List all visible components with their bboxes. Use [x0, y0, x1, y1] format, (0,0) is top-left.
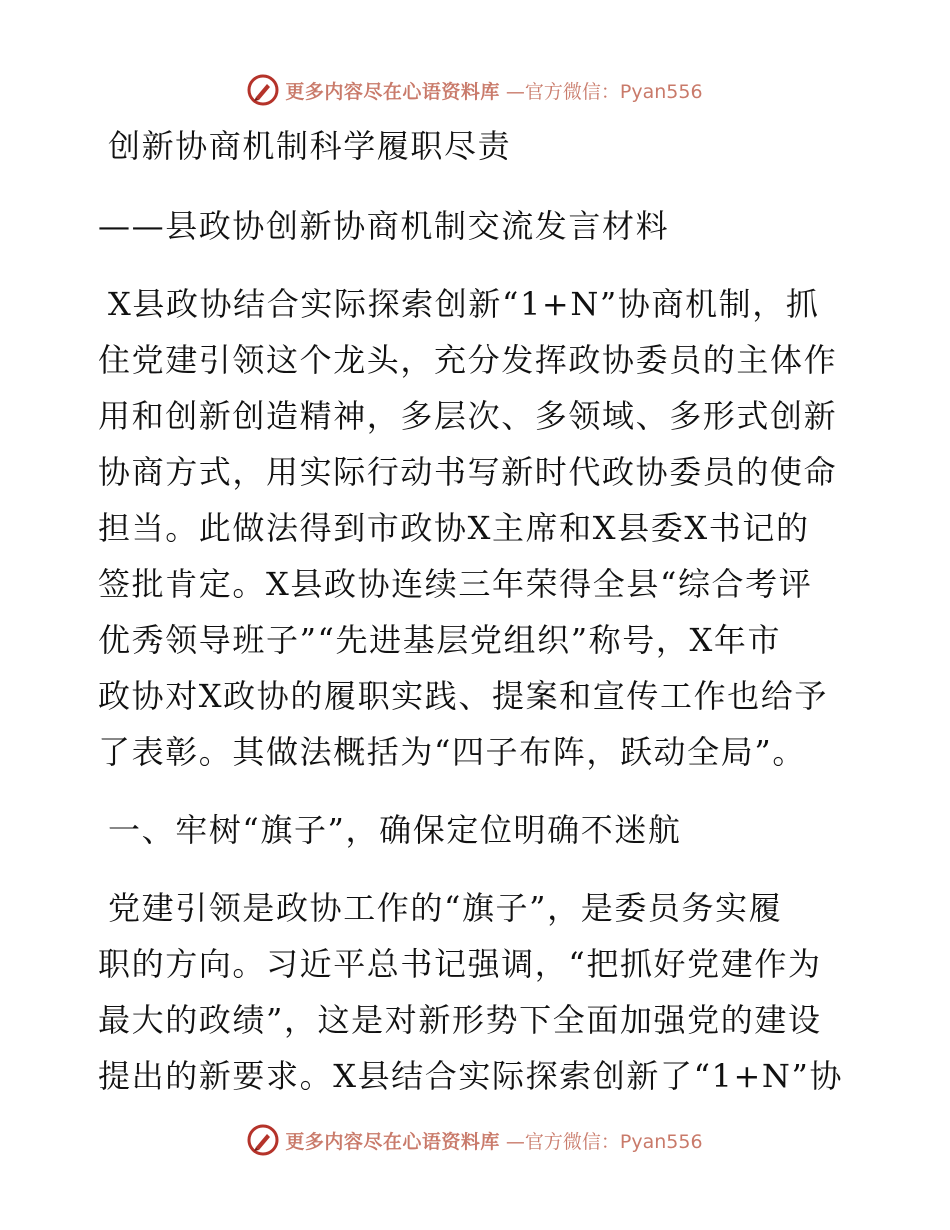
paragraph-line: 政协对X政协的履职实践、提案和宣传工作也给予 — [98, 677, 828, 715]
document-subtitle: ——县政协创新协商机制交流发言材料 — [98, 207, 670, 245]
watermark-text: 更多内容尽在心语资料库 — [285, 1130, 500, 1153]
paragraph-2 — [98, 880, 858, 1104]
paragraph-line: 党建引领是政协工作的“旗子”，是委员务实履 — [108, 889, 783, 927]
pen-logo-icon — [247, 74, 279, 106]
paragraph-line: 职的方向。习近平总书记强调，“把抓好党建作为 — [98, 945, 822, 983]
watermark-contact: —官方微信：Pyan556 — [505, 1130, 703, 1153]
document-body — [98, 118, 858, 1104]
document-title: 创新协商机制科学履职尽责 — [108, 127, 512, 165]
paragraph-line: 优秀领导班子”“先进基层党组织”称号，X年市 — [98, 621, 782, 659]
watermark-header — [0, 72, 950, 108]
paragraph-line: 担当。此做法得到市政协X主席和X县委X书记的 — [98, 509, 810, 547]
section-heading: 一、牢树“旗子”，确保定位明确不迷航 — [108, 811, 682, 849]
paragraph-line: 用和创新创造精神，多层次、多领域、多形式创新 — [98, 397, 838, 435]
paragraph-line: 最大的政绩”，这是对新形势下全面加强党的建设 — [98, 1001, 822, 1039]
paragraph-line: X县政协结合实际探索创新“1+N”协商机制，抓 — [108, 285, 820, 323]
paragraph-line: 签批肯定。X县政协连续三年荣得全县“综合考评 — [98, 565, 813, 603]
watermark-text: 更多内容尽在心语资料库 — [285, 80, 500, 103]
paragraph-line: 了表彰。其做法概括为“四子布阵，跃动全局”。 — [98, 733, 806, 771]
paragraph-line: 住党建引领这个龙头，充分发挥政协委员的主体作 — [98, 341, 838, 379]
paragraph-1 — [98, 276, 858, 780]
paragraph-line: 协商方式，用实际行动书写新时代政协委员的使命 — [98, 453, 838, 491]
watermark-contact: —官方微信：Pyan556 — [505, 80, 703, 103]
pen-logo-icon — [247, 1124, 279, 1156]
watermark-footer — [0, 1122, 950, 1158]
paragraph-line: 提出的新要求。X县结合实际探索创新了“1+N”协 — [98, 1057, 844, 1095]
